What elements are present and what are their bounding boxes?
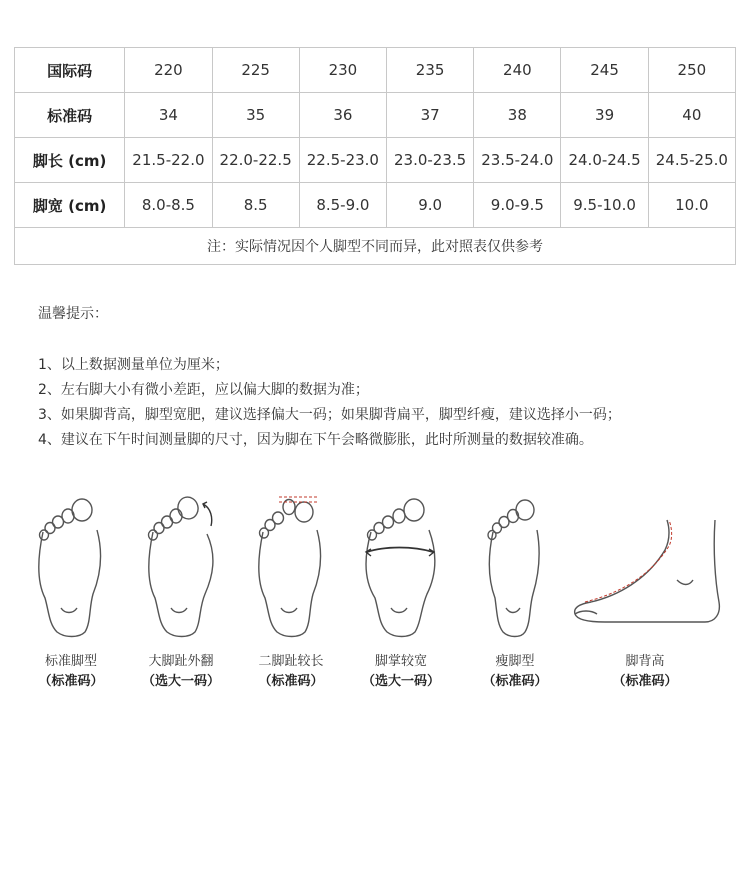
foot-type-recommendation: （标准码） xyxy=(38,674,104,689)
foot-type-name: 瘦脚型 xyxy=(495,654,535,669)
foot-type-name: 脚掌较宽 xyxy=(374,654,427,669)
table-cell: 21.5-22.0 xyxy=(125,138,212,183)
table-note: 注：实际情况因个人脚型不同而异，此对照表仅供参考 xyxy=(15,228,736,265)
table-row-intl-size xyxy=(15,48,736,93)
foot-type-recommendation: （选大一码） xyxy=(361,674,440,689)
tip-item: 2、左右脚大小有微小差距，应以偏大脚的数据为准； xyxy=(38,382,369,398)
foot-type-name: 标准脚型 xyxy=(44,654,97,669)
table-row-foot-length xyxy=(15,138,736,183)
table-cell: 225 xyxy=(212,48,299,93)
foot-type-long-second-toe xyxy=(236,490,346,692)
foot-type-name: 二脚趾较长 xyxy=(258,654,324,669)
table-cell: 9.0-9.5 xyxy=(474,183,561,228)
bunion-foot-icon xyxy=(141,490,221,640)
foot-type-name: 脚背高 xyxy=(625,654,665,669)
table-cell: 230 xyxy=(299,48,386,93)
tips-section xyxy=(38,303,621,453)
foot-type-recommendation: （选大一码） xyxy=(141,674,220,689)
table-cell: 10.0 xyxy=(648,183,735,228)
thin-foot-icon xyxy=(475,490,555,640)
foot-type-recommendation: （标准码） xyxy=(482,674,548,689)
table-cell: 37 xyxy=(387,93,474,138)
table-row-foot-width xyxy=(15,183,736,228)
table-row-standard-size xyxy=(15,93,736,138)
table-cell: 24.5-25.0 xyxy=(648,138,735,183)
table-cell: 8.5 xyxy=(212,183,299,228)
table-cell: 9.5-10.0 xyxy=(561,183,648,228)
tip-item: 4、建议在下午时间测量脚的尺寸，因为脚在下午会略微膨胀，此时所测量的数据较准确。 xyxy=(38,432,593,448)
foot-type-thin xyxy=(460,490,570,692)
table-cell: 35 xyxy=(212,93,299,138)
high-instep-foot-icon xyxy=(565,490,725,640)
table-cell: 40 xyxy=(648,93,735,138)
foot-type-standard xyxy=(16,490,126,692)
table-cell: 22.0-22.5 xyxy=(212,138,299,183)
table-cell: 23.0-23.5 xyxy=(387,138,474,183)
row-header: 脚宽 (cm) xyxy=(15,183,125,228)
table-cell: 36 xyxy=(299,93,386,138)
row-header: 国际码 xyxy=(15,48,125,93)
table-cell: 22.5-23.0 xyxy=(299,138,386,183)
table-cell: 8.5-9.0 xyxy=(299,183,386,228)
tip-item: 3、如果脚背高，脚型宽肥，建议选择偏大一码；如果脚背扁平，脚型纤瘦，建议选择小一码； xyxy=(38,407,621,423)
foot-type-recommendation: （标准码） xyxy=(612,674,678,689)
size-chart-table xyxy=(14,47,736,265)
table-cell: 250 xyxy=(648,48,735,93)
table-cell: 38 xyxy=(474,93,561,138)
table-cell: 245 xyxy=(561,48,648,93)
foot-type-wide xyxy=(346,490,456,692)
long-second-toe-foot-icon xyxy=(251,490,331,640)
wide-foot-icon xyxy=(361,490,441,640)
table-cell: 24.0-24.5 xyxy=(561,138,648,183)
tip-item: 1、以上数据测量单位为厘米； xyxy=(38,357,229,373)
foot-type-bunion xyxy=(126,490,236,692)
foot-type-name: 大脚趾外翻 xyxy=(148,654,214,669)
table-note-row xyxy=(15,228,736,265)
row-header: 脚长 (cm) xyxy=(15,138,125,183)
row-header: 标准码 xyxy=(15,93,125,138)
table-cell: 23.5-24.0 xyxy=(474,138,561,183)
table-cell: 240 xyxy=(474,48,561,93)
table-cell: 39 xyxy=(561,93,648,138)
standard-foot-icon xyxy=(31,490,111,640)
foot-type-recommendation: （标准码） xyxy=(258,674,324,689)
foot-type-high-instep xyxy=(565,490,725,692)
table-cell: 8.0-8.5 xyxy=(125,183,212,228)
table-cell: 9.0 xyxy=(387,183,474,228)
table-cell: 34 xyxy=(125,93,212,138)
tips-title: 温馨提示： xyxy=(38,306,108,322)
table-cell: 220 xyxy=(125,48,212,93)
table-cell: 235 xyxy=(387,48,474,93)
